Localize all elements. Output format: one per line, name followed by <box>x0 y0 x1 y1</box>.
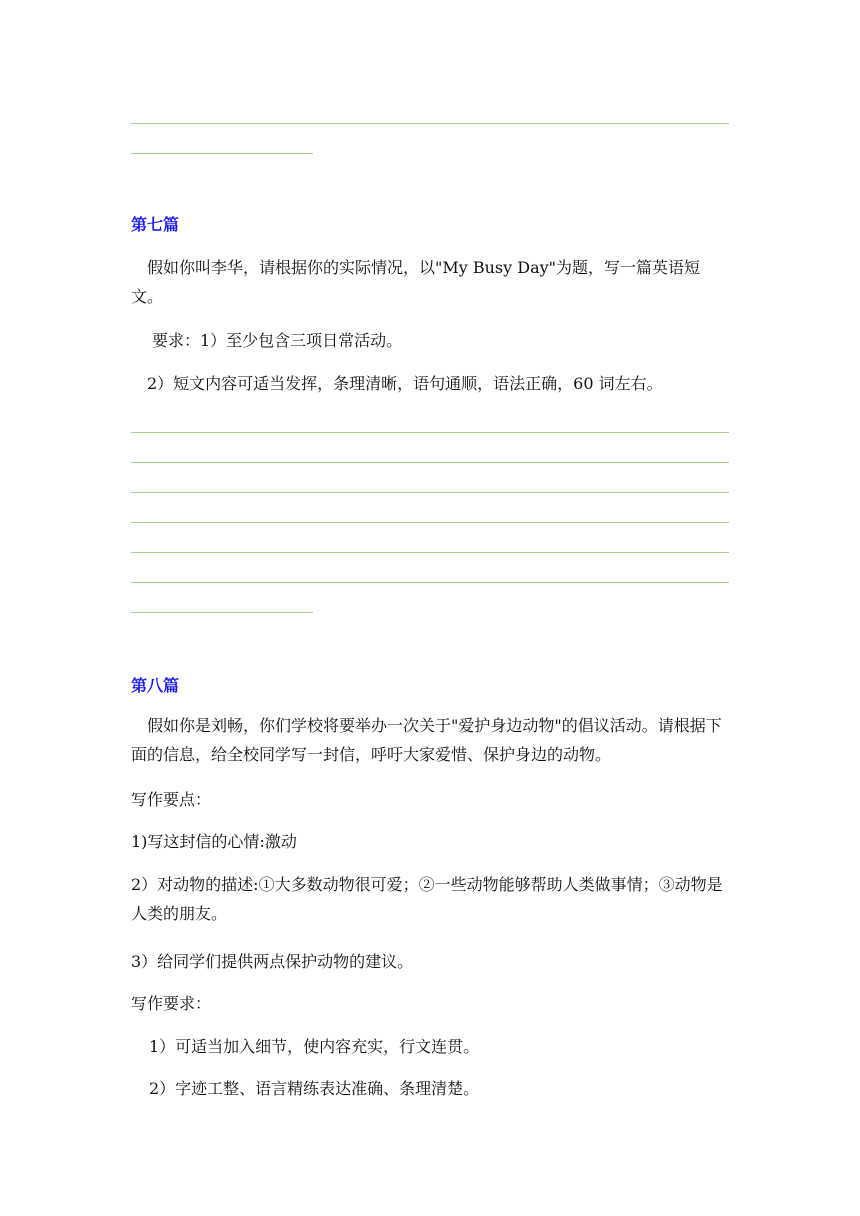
answer-line <box>131 492 729 493</box>
answer-line-short <box>131 612 313 613</box>
section7-heading: 第七篇 <box>131 215 180 234</box>
section8-requirements-title: 写作要求： <box>131 994 212 1013</box>
answer-line-short <box>131 153 313 154</box>
section7-prompt: 假如你叫李华，请根据你的实际情况，以"My Busy Day"为题，写一篇英语短文。 <box>131 258 701 306</box>
section8-requirement-1: 1）可适当加入细节，使内容充实，行文连贯。 <box>149 1037 480 1056</box>
section8-point-1: 1)写这封信的心情:激动 <box>131 832 297 851</box>
section8-heading: 第八篇 <box>131 676 180 695</box>
section8-requirement-2: 2）字迹工整、语言精练表达准确、条理清楚。 <box>149 1079 480 1098</box>
answer-line <box>131 432 729 433</box>
answer-line <box>131 462 729 463</box>
answer-line <box>131 123 729 124</box>
section7-requirement-1: 要求：1）至少包含三项日常活动。 <box>152 331 403 350</box>
answer-line <box>131 582 729 583</box>
section8-point-2: 2）对动物的描述:①大多数动物很可爱；②一些动物能够帮助人类做事情；③动物是人类的朋友。 <box>131 875 723 923</box>
section7-requirement-2: 2）短文内容可适当发挥，条理清晰，语句通顺，语法正确，60 词左右。 <box>147 374 663 393</box>
section8-prompt: 假如你是刘畅，你们学校将要举办一次关于"爱护身边动物"的倡议活动。请根据下面的信息，给全校同学写一封信，呼吁大家爱惜、保护身边的动物。 <box>131 716 722 764</box>
section8-points-title: 写作要点： <box>131 790 212 809</box>
answer-line <box>131 522 729 523</box>
answer-line <box>131 552 729 553</box>
section8-point-3: 3）给同学们提供两点保护动物的建议。 <box>131 952 414 971</box>
